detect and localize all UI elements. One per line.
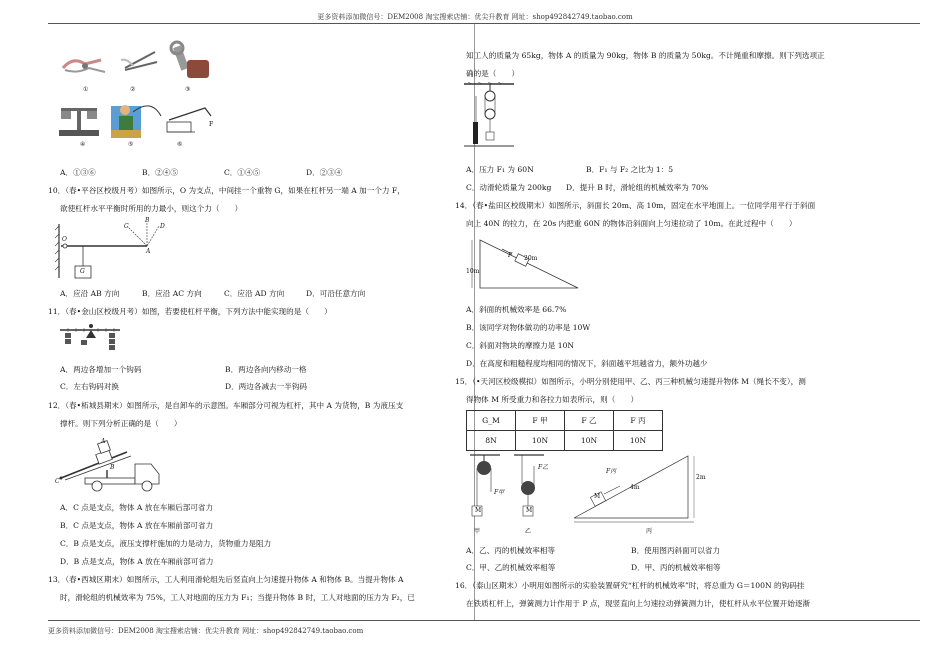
tool-label-4: ④	[80, 141, 86, 148]
q15-label-m-yi: M	[526, 507, 533, 514]
q14-stem-line1: 14．（春•盐田区校级期末）如图所示，斜面长 20m、高 10m，固定在水平地面上。一位同学用平行于斜面	[455, 201, 816, 210]
q15-label-height: 2m	[696, 474, 706, 481]
q14-option-d[interactable]: D．在高度和粗糙程度均相同的情况下，斜面越平坦越省力，额外功越少	[466, 359, 708, 368]
q11-balance-figure	[58, 320, 123, 356]
q15-option-a[interactable]: A．乙、丙的机械效率相等	[466, 546, 556, 555]
tool-label-2: ②	[130, 86, 136, 93]
q14-option-c[interactable]: C．斜面对物块的摩擦力是 10N	[466, 341, 575, 350]
q15-label-fbing: F丙	[606, 468, 617, 475]
wrench-icon	[171, 42, 209, 78]
q11-option-d[interactable]: D．两边各减去一半钩码	[225, 382, 308, 391]
lever-hoist-icon	[167, 108, 213, 132]
q12-option-d[interactable]: D．B 点是支点，物体 A 放在车厢前部可省力	[60, 557, 214, 566]
q12-label-b: B	[110, 464, 115, 471]
q15-label-jia: 甲	[474, 528, 481, 535]
tool-label-6: ⑥	[177, 141, 183, 148]
q15-label-fjia: F甲	[494, 489, 505, 496]
q15-force-table	[466, 410, 663, 451]
q11-option-a[interactable]: A．两边各增加一个钩码	[60, 365, 142, 374]
scissors-icon	[63, 60, 105, 72]
q12-option-b[interactable]: B．C 点是支点，物体 A 放在车厢前部可省力	[60, 521, 214, 530]
tool-label-1: ①	[83, 86, 89, 93]
q16-stem-line1: 16．（泰山区期末）小明用如图所示的实验装置研究“杠杆的机械效率”时，将总重为 G＝100N 的钩码挂	[455, 581, 805, 590]
page-footer: 更多资料添加微信号：DEM2008 淘宝搜索店铺：优尖升教育 网址：shop492842749.taobao.com	[48, 627, 364, 635]
header-rule	[48, 23, 920, 24]
tool-label-3: ③	[185, 86, 191, 93]
q9-option-a[interactable]: A．①③⑥	[60, 168, 96, 177]
q11-option-b[interactable]: B．两边各向内移动一格	[225, 365, 307, 374]
q10-stem-line1: 10．（春•平谷区校级月考）如图所示，O 为支点，中间挂一个重物 G，如果在杠杆另一端 A 加一个力 F，	[48, 186, 405, 195]
q10-label-b: B	[145, 217, 150, 224]
q10-option-c[interactable]: C．应沿 AD 方向	[224, 289, 285, 298]
q12-label-c: C	[55, 478, 60, 485]
q15-stem-line2: 得物体 M 所受重力和各拉力如表所示，则（ ）	[466, 395, 639, 404]
q11-options-row1	[60, 364, 390, 375]
q13-options-row1	[466, 164, 751, 175]
q10-label-d: D	[160, 223, 165, 230]
q15-label-m-jia: M	[475, 507, 482, 514]
q15-label-bing: 丙	[646, 528, 653, 535]
q12-option-c[interactable]: C．B 点是支点，液压支撑杆施加的力是动力，货物重力是阻力	[60, 539, 272, 548]
tweezers-icon	[121, 52, 157, 70]
q13-cont-line2: 确的是（ ）	[466, 69, 520, 78]
q14-option-a[interactable]: A．斜面的机械效率是 66.7%	[466, 305, 567, 314]
q14-label-length: 20m	[524, 255, 538, 262]
q9-option-d[interactable]: D．②③④	[306, 168, 343, 177]
page-header: 更多资料添加微信号：DEM2008 淘宝搜索店铺：优尖升教育 网址：shop492842749.taobao.com	[317, 13, 633, 21]
q13-option-a[interactable]: A．压力 F₁ 为 60N	[466, 165, 534, 174]
q14-stem-line2: 向上 40N 的拉力，在 20s 内把重 60N 的物体沿斜面向上匀速拉动了 10m。在此过程中（ ）	[466, 219, 797, 228]
q11-stem: 11．（春•金山区校级月考）如图，若要使杠杆平衡，下列方法中能实现的是（ ）	[48, 307, 332, 316]
q15-label-m-bing: M	[594, 493, 601, 500]
q15-option-d[interactable]: D．甲、丙的机械效率相等	[631, 563, 721, 572]
table-header-cell: F 甲	[516, 411, 565, 431]
q15-label-yi: 乙	[525, 528, 532, 535]
q10-label-a: A	[146, 248, 151, 255]
q10-options	[60, 288, 388, 299]
q13-options-row2	[466, 182, 708, 193]
q13-option-c[interactable]: C．动滑轮质量为 200kg	[466, 183, 552, 192]
q12-label-a: A	[101, 438, 106, 445]
q15-label-fyi: F乙	[538, 464, 549, 471]
table-row	[467, 431, 663, 451]
balance-scale-icon	[59, 108, 99, 136]
q12-stem-line1: 12．（春•柘城县期末）如图所示，是自卸车的示意图。车厢部分可视为杠杆，其中 A 为货物，B 为液压支	[48, 401, 404, 410]
q13-stem-line1: 13．（春•西城区期末）如图所示，工人利用滑轮组先后竖直向上匀速提升物体 A 和物体 B。当提升物体 A	[48, 575, 404, 584]
table-cell: 10N	[614, 431, 663, 451]
table-header-cell: F 丙	[614, 411, 663, 431]
q15-label-length: 4m	[630, 484, 640, 491]
q13-stem-line2: 时，滑轮组的机械效率为 75%，工人对地面的压力为 F₁；当提升物体 B 时，工人对地面的压力为 F₂，已	[60, 593, 415, 602]
svg-text:F: F	[209, 121, 214, 128]
q9-options	[60, 167, 388, 178]
q10-label-c: C	[124, 223, 129, 230]
q14-label-f: F	[508, 252, 513, 259]
q12-stem-line2: 撑杆。则下列分析正确的是（ ）	[60, 419, 182, 428]
table-cell: 8N	[467, 431, 516, 451]
q13-option-b[interactable]: B．F₁ 与 F₂ 之比为 1：5	[586, 165, 674, 174]
q9-option-b[interactable]: B．②④⑤	[142, 168, 178, 177]
q10-label-g: G	[80, 268, 85, 275]
q13-pulley-figure	[462, 82, 522, 152]
q10-option-b[interactable]: B．应沿 AC 方向	[142, 289, 202, 298]
table-header-row	[467, 411, 663, 431]
fishing-person-icon	[111, 105, 161, 138]
q16-stem-line2: 在铁质杠杆上，弹簧测力计作用于 P 点，现竖直向上匀速拉动弹簧测力计，使杠杆从水平位置开始逐渐	[466, 599, 811, 608]
q10-label-o: O	[62, 236, 67, 243]
q15-options-row2	[466, 562, 796, 573]
table-header-cell: G_M	[467, 411, 516, 431]
q14-option-b[interactable]: B．该同学对物体做功的功率是 10W	[466, 323, 591, 332]
q11-options-row2	[60, 381, 390, 392]
q12-option-a[interactable]: A．C 点是支点，物体 A 放在车厢后部可省力	[60, 503, 214, 512]
q15-options-row1	[466, 545, 796, 556]
q13-option-d[interactable]: D．提升 B 时，滑轮组的机械效率为 70%	[566, 183, 709, 192]
footer-rule	[48, 620, 920, 621]
q15-option-c[interactable]: C．甲、乙的机械效率相等	[466, 563, 556, 572]
q9-option-c[interactable]: C．①④⑤	[224, 168, 261, 177]
table-cell: 10N	[516, 431, 565, 451]
q14-label-height: 10m	[466, 268, 480, 275]
tool-label-5: ⑤	[128, 141, 134, 148]
q10-option-a[interactable]: A．应沿 AB 方向	[60, 289, 120, 298]
q15-option-b[interactable]: B．使用图丙斜面可以省力	[631, 546, 721, 555]
tools-figure	[55, 38, 225, 150]
table-cell: 10N	[565, 431, 614, 451]
q13-cont-line1: 知工人的质量为 65kg，物体 A 的质量为 90kg，物体 B 的质量为 50kg。不计绳重和摩擦。则下列选项正	[466, 51, 825, 60]
q14-incline-figure	[466, 232, 586, 294]
q10-option-d[interactable]: D．可沿任意方向	[306, 289, 366, 298]
table-header-cell: F 乙	[565, 411, 614, 431]
q10-stem-line2: 欲使杠杆水平平衡时所用的力最小，则这个力（ ）	[60, 204, 243, 213]
q11-option-c[interactable]: C．左右钩码对换	[60, 382, 119, 391]
q15-stem-line1: 15．（•天河区校级模拟）如图所示，小明分别使用甲、乙、丙三种机械匀速提升物体 M（绳长不变），测	[455, 377, 806, 386]
